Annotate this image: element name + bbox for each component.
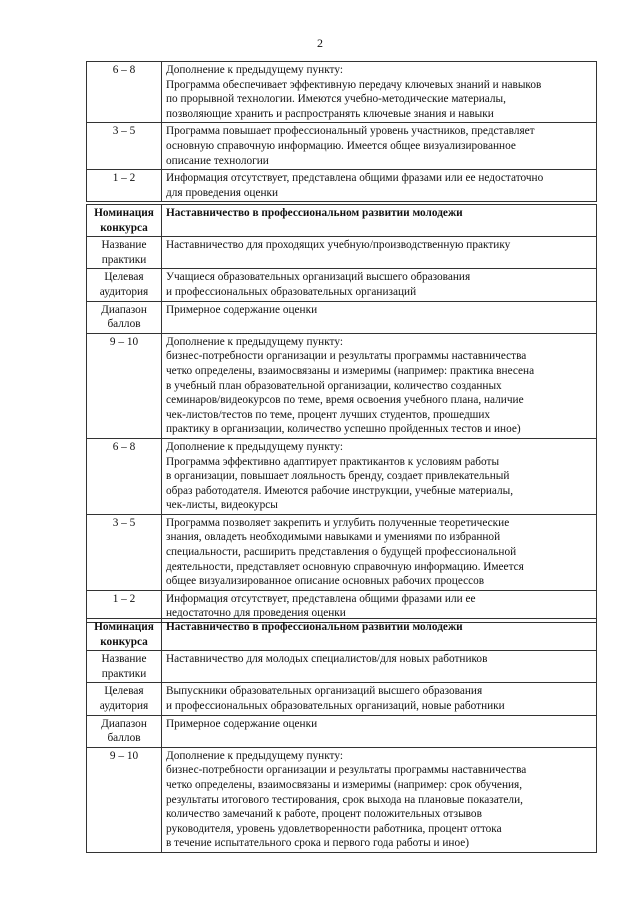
range-label: Диапазон баллов [87,301,162,333]
table-row [87,514,597,590]
table-row [87,170,597,202]
range-header-row [87,715,597,747]
criteria-table-practice [86,204,597,623]
table-row [87,62,597,123]
range-label: Диапазон баллов [87,715,162,747]
score-description: Информация отсутствует, представлена общими фразами или ее недостаточно для проведения оценки [162,170,597,202]
audience-label: Целевая аудитория [87,683,162,715]
score-description: Дополнение к предыдущему пункту: бизнес-потребности организации и результаты программы наставничества четко определены, взаимосвязаны и измеримы (например: срок обучения, результаты итогового тестирования, срок выхода на плановые показатели, количество замечаний к работе, процент положительных отзывов руководителя, уровень удовлетворенности работника, процент оттока в течение испытательного срока и первого года работы и иное) [162,747,597,852]
audience-value: Учащиеся образовательных организаций высшего образования и профессиональных образовательных организаций [162,269,597,301]
score-description: Программа позволяет закрепить и углубить полученные теоретические знания, овладеть необходимыми навыками и умениями по избранной специальности, расширить представления о будущей профессиональной деятельности, представляет основную справочную информацию. Имеется общее визуализированное описание основных рабочих процессов [162,514,597,590]
practice-label: Название практики [87,237,162,269]
score-description: Дополнение к предыдущему пункту: Программа обеспечивает эффективную передачу ключевых знаний и навыков по прорывной технологии. Имеются учебно-методические материалы, позволяющие хранить и распространять ключевые знания и навыки [162,62,597,123]
score-range: 3 – 5 [87,514,162,590]
practice-value: Наставничество для молодых специалистов/для новых работников [162,651,597,683]
practice-label: Название практики [87,651,162,683]
nomination-label: Номинация конкурса [87,619,162,651]
table-row [87,123,597,170]
criteria-table-continued [86,61,597,202]
range-header-row [87,301,597,333]
score-range: 1 – 2 [87,590,162,622]
nomination-label: Номинация конкурса [87,205,162,237]
nomination-value: Наставничество в профессиональном развитии молодежи [162,205,597,237]
score-range: 3 – 5 [87,123,162,170]
score-range: 1 – 2 [87,170,162,202]
nomination-value: Наставничество в профессиональном развитии молодежи [162,619,597,651]
score-range: 9 – 10 [87,747,162,852]
range-description-header: Примерное содержание оценки [162,715,597,747]
audience-value: Выпускники образовательных организаций высшего образования и профессиональных образовательных организаций, новые работники [162,683,597,715]
score-description: Информация отсутствует, представлена общими фразами или ее недостаточно для проведения оценки [162,590,597,622]
nomination-row [87,205,597,237]
practice-row [87,651,597,683]
audience-label: Целевая аудитория [87,269,162,301]
score-range: 9 – 10 [87,333,162,438]
audience-row [87,269,597,301]
practice-row [87,237,597,269]
score-description: Дополнение к предыдущему пункту: бизнес-потребности организации и результаты программы наставничества четко определены, взаимосвязаны и измеримы (например: практика внесена в учебный план образовательной организации, количество созданных семинаров/видеокурсов по теме, время освоения учебного плана, наличие чек-листов/тестов по теме, процент лучших студентов, прошедших практику в организации, количество успешно пройденных тестов и иное) [162,333,597,438]
nomination-row [87,619,597,651]
score-range: 6 – 8 [87,62,162,123]
score-description: Дополнение к предыдущему пункту: Программа эффективно адаптирует практикантов к условиям работы в организации, повышает лояльность бренду, создает привлекательный образ работодателя. Имеются рабочие инструкции, учебные материалы, чек-листы, видеокурсы [162,438,597,514]
table-row [87,333,597,438]
score-range: 6 – 8 [87,438,162,514]
table-row [87,747,597,852]
table-row [87,438,597,514]
page-number: 2 [317,36,323,50]
score-description: Программа повышает профессиональный уровень участников, представляет основную справочную информацию. Имеется общее визуализированное описание технологии [162,123,597,170]
audience-row [87,683,597,715]
practice-value: Наставничество для проходящих учебную/производственную практику [162,237,597,269]
criteria-table-young-specialists [86,618,597,853]
range-description-header: Примерное содержание оценки [162,301,597,333]
